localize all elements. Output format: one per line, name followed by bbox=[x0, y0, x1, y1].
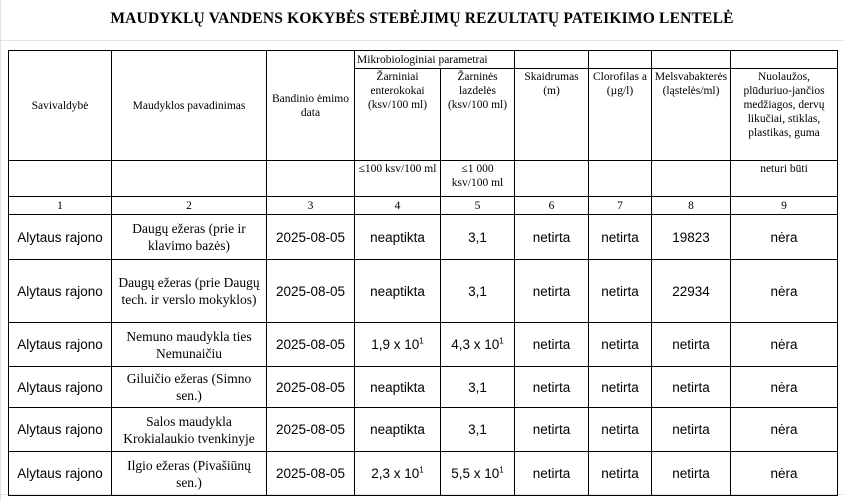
header-row bbox=[9, 51, 838, 69]
cell-enterococci: neaptikta bbox=[355, 215, 441, 260]
cell-municipality: Alytaus rajono bbox=[9, 367, 112, 408]
table-row bbox=[9, 408, 838, 452]
header-micro-group: Mikrobiologiniai parametrai bbox=[355, 51, 515, 69]
column-number: 6 bbox=[515, 197, 589, 215]
cell-chlorophyll: netirta bbox=[589, 323, 652, 367]
cell-transparency: netirta bbox=[515, 260, 589, 323]
cell-enterococci-exponent: 1 bbox=[419, 336, 424, 346]
header-enterococci: Žarniniai enterokokai (ksv/100 ml) bbox=[355, 69, 441, 161]
table-row bbox=[9, 260, 838, 323]
limit-empty bbox=[9, 161, 112, 197]
column-number: 7 bbox=[589, 197, 652, 215]
cell-enterococci-exponent: 1 bbox=[419, 465, 424, 475]
column-number-row bbox=[9, 197, 838, 215]
cell-cyanobacteria: netirta bbox=[652, 323, 731, 367]
sheet-gridline bbox=[0, 0, 1, 501]
cell-transparency: netirta bbox=[515, 408, 589, 452]
cell-ecoli: 3,1 bbox=[441, 215, 515, 260]
cell-enterococci: neaptikta bbox=[355, 408, 441, 452]
limit-empty bbox=[267, 161, 355, 197]
cell-municipality: Alytaus rajono bbox=[9, 408, 112, 452]
column-number: 4 bbox=[355, 197, 441, 215]
cell-transparency: netirta bbox=[515, 452, 589, 496]
results-table bbox=[8, 50, 838, 496]
limit-empty bbox=[652, 161, 731, 197]
cell-enterococci bbox=[355, 323, 441, 367]
limit-ecoli: ≤1 000 ksv/100 ml bbox=[441, 161, 515, 197]
cell-enterococci-mantissa: 2,3 x 10 bbox=[371, 466, 420, 481]
page-title: MAUDYKLŲ VANDENS KOKYBĖS STEBĖJIMŲ REZULTATŲ PATEIKIMO LENTELĖ bbox=[110, 10, 734, 27]
cell-municipality: Alytaus rajono bbox=[9, 215, 112, 260]
sheet-gridline bbox=[0, 40, 844, 41]
cell-beach: Ilgio ežeras (Pivašiūnų sen.) bbox=[112, 452, 267, 496]
header-chlorophyll: Clorofilas a (µg/l) bbox=[589, 69, 652, 161]
cell-debris: nėra bbox=[731, 215, 838, 260]
cell-ecoli: 3,1 bbox=[441, 408, 515, 452]
cell-debris: nėra bbox=[731, 323, 838, 367]
cell-date: 2025-08-05 bbox=[267, 323, 355, 367]
header-debris: Nuolaužos, plūduriuo-jančios medžiagos, dervų likučiai, stiklas, plastikas, guma bbox=[731, 69, 838, 161]
table-row bbox=[9, 215, 838, 260]
cell-date: 2025-08-05 bbox=[267, 452, 355, 496]
cell-ecoli bbox=[441, 452, 515, 496]
cell-date: 2025-08-05 bbox=[267, 367, 355, 408]
cell-enterococci: neaptikta bbox=[355, 367, 441, 408]
cell-ecoli: 3,1 bbox=[441, 260, 515, 323]
cell-cyanobacteria: 22934 bbox=[652, 260, 731, 323]
cell-beach: Salos maudykla Krokialaukio tvenkinyje bbox=[112, 408, 267, 452]
cell-debris: nėra bbox=[731, 452, 838, 496]
header-beach: Maudyklos pavadinimas bbox=[112, 51, 267, 161]
limit-empty bbox=[589, 161, 652, 197]
cell-municipality: Alytaus rajono bbox=[9, 452, 112, 496]
cell-chlorophyll: netirta bbox=[589, 452, 652, 496]
column-number: 8 bbox=[652, 197, 731, 215]
cell-debris: nėra bbox=[731, 260, 838, 323]
cell-chlorophyll: netirta bbox=[589, 260, 652, 323]
limit-debris: neturi būti bbox=[731, 161, 838, 197]
cell-enterococci bbox=[355, 452, 441, 496]
header-empty bbox=[731, 51, 838, 69]
header-date: Bandinio ėmimo data bbox=[267, 51, 355, 161]
cell-ecoli-mantissa: 5,5 x 10 bbox=[451, 466, 500, 481]
cell-chlorophyll: netirta bbox=[589, 215, 652, 260]
table-row bbox=[9, 367, 838, 408]
cell-beach: Daugų ežeras (prie Daugų tech. ir verslo mokyklos) bbox=[112, 260, 267, 323]
cell-cyanobacteria: netirta bbox=[652, 452, 731, 496]
header-empty bbox=[589, 51, 652, 69]
cell-date: 2025-08-05 bbox=[267, 215, 355, 260]
cell-transparency: netirta bbox=[515, 323, 589, 367]
header-municipality: Savivaldybė bbox=[9, 51, 112, 161]
cell-beach: Daugų ežeras (prie ir klavimo bazės) bbox=[112, 215, 267, 260]
cell-chlorophyll: netirta bbox=[589, 408, 652, 452]
cell-cyanobacteria: netirta bbox=[652, 408, 731, 452]
table-row bbox=[9, 452, 838, 496]
cell-enterococci-mantissa: 1,9 x 10 bbox=[371, 337, 420, 352]
cell-beach: Giluičio ežeras (Simno sen.) bbox=[112, 367, 267, 408]
column-number: 1 bbox=[9, 197, 112, 215]
cell-ecoli-exponent: 1 bbox=[499, 465, 504, 475]
limit-enterococci: ≤100 ksv/100 ml bbox=[355, 161, 441, 197]
column-number: 2 bbox=[112, 197, 267, 215]
cell-debris: nėra bbox=[731, 367, 838, 408]
column-number: 5 bbox=[441, 197, 515, 215]
cell-municipality: Alytaus rajono bbox=[9, 260, 112, 323]
cell-transparency: netirta bbox=[515, 215, 589, 260]
limit-empty bbox=[112, 161, 267, 197]
limits-row bbox=[9, 161, 838, 197]
cell-debris: nėra bbox=[731, 408, 838, 452]
cell-ecoli bbox=[441, 323, 515, 367]
cell-beach: Nemuno maudykla ties Nemunaičiu bbox=[112, 323, 267, 367]
cell-date: 2025-08-05 bbox=[267, 260, 355, 323]
cell-ecoli-exponent: 1 bbox=[499, 336, 504, 346]
cell-chlorophyll: netirta bbox=[589, 367, 652, 408]
table-row bbox=[9, 323, 838, 367]
header-transparency: Skaidrumas (m) bbox=[515, 69, 589, 161]
header-empty bbox=[652, 51, 731, 69]
cell-date: 2025-08-05 bbox=[267, 408, 355, 452]
header-ecoli: Žarninės lazdelės (ksv/100 ml) bbox=[441, 69, 515, 161]
header-cyanobacteria: Melsvabakterės (ląstelės/ml) bbox=[652, 69, 731, 161]
header-empty bbox=[515, 51, 589, 69]
cell-cyanobacteria: 19823 bbox=[652, 215, 731, 260]
cell-cyanobacteria: netirta bbox=[652, 367, 731, 408]
cell-transparency: netirta bbox=[515, 367, 589, 408]
cell-ecoli: 3,1 bbox=[441, 367, 515, 408]
cell-enterococci: neaptikta bbox=[355, 260, 441, 323]
cell-ecoli-mantissa: 4,3 x 10 bbox=[451, 337, 500, 352]
limit-empty bbox=[515, 161, 589, 197]
cell-municipality: Alytaus rajono bbox=[9, 323, 112, 367]
column-number: 9 bbox=[731, 197, 838, 215]
column-number: 3 bbox=[267, 197, 355, 215]
